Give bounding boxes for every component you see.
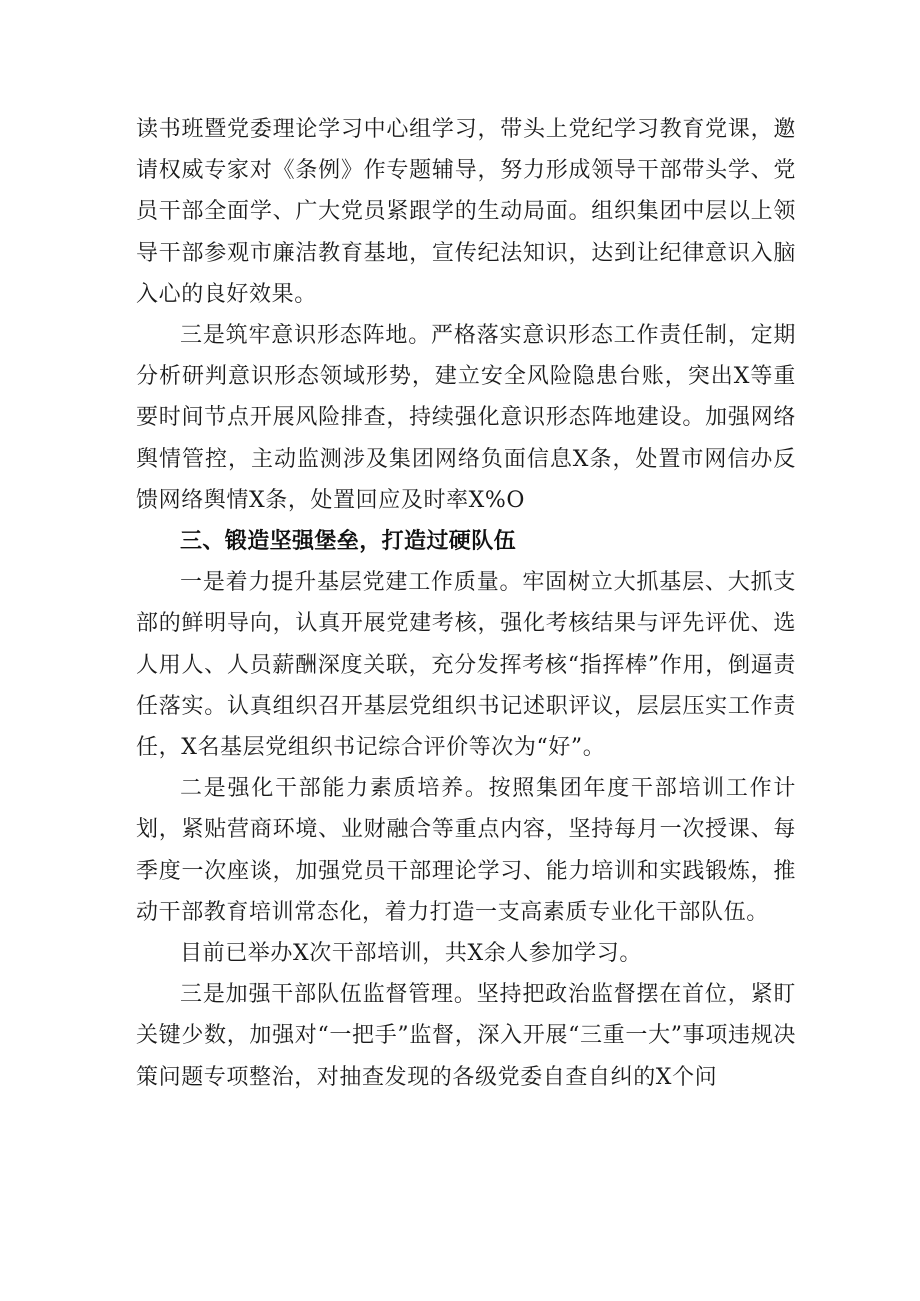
paragraph-cadre-supervision: 三是加强干部队伍监督管理。坚持把政治监督摆在首位，紧盯关键少数，加强对“一把手”监督，深入开展“三重一大”事项违规决策问题专项整治，对抽查发现的各级党委自查自纠的X个问 xyxy=(136,982,796,1090)
paragraph-cadre-training: 二是强化干部能力素质培养。按照集团年度干部培训工作计划，紧贴营商环境、业财融合等重点内容，坚持每月一次授课、每季度一次座谈，加强党员干部理论学习、能力培训和实践锻炼，推动干部教育培训常态化，着力打造一支高素质专业化干部队伍。 xyxy=(136,776,796,925)
paragraph-grassroots-party-building: 一是着力提升基层党建工作质量。牢固树立大抓基层、大抓支部的鲜明导向，认真开展党建考核，强化考核结果与评先评优、选人用人、人员薪酬深度关联，充分发挥考核“指挥棒”作用，倒逼责任落实。认真组织召开基层党组织书记述职评议，层层压实工作责任，X名基层党组织书记综合评价等次为“好”。 xyxy=(136,570,796,761)
paragraph-training-count: 目前已举办X次干部培训，共X余人参加学习。 xyxy=(180,941,642,967)
paragraph-ideology-front: 三是筑牢意识形态阵地。严格落实意识形态工作责任制，定期分析研判意识形态领域形势，建立安全风险隐患台账，突出X等重要时间节点开展风险排查，持续强化意识形态阵地建设。加强网络舆情管控，主动监测涉及集团网络负面信息X条，处置市网信办反馈网络舆情X条，处置回应及时率X%O xyxy=(136,323,796,513)
paragraph-study-session: 读书班暨党委理论学习中心组学习，带头上党纪学习教育党课，邀请权威专家对《条例》作专题辅导，努力形成领导干部带头学、党员干部全面学、广大党员紧跟学的生动局面。组织集团中层以上领导干部参观市廉洁教育基地，宣传纪法知识，达到让纪律意识入脑入心的良好效果。 xyxy=(136,117,796,307)
document-body xyxy=(136,109,796,1098)
section-heading: 三、锻造坚强堡垒，打造过硬队伍 xyxy=(180,529,517,555)
